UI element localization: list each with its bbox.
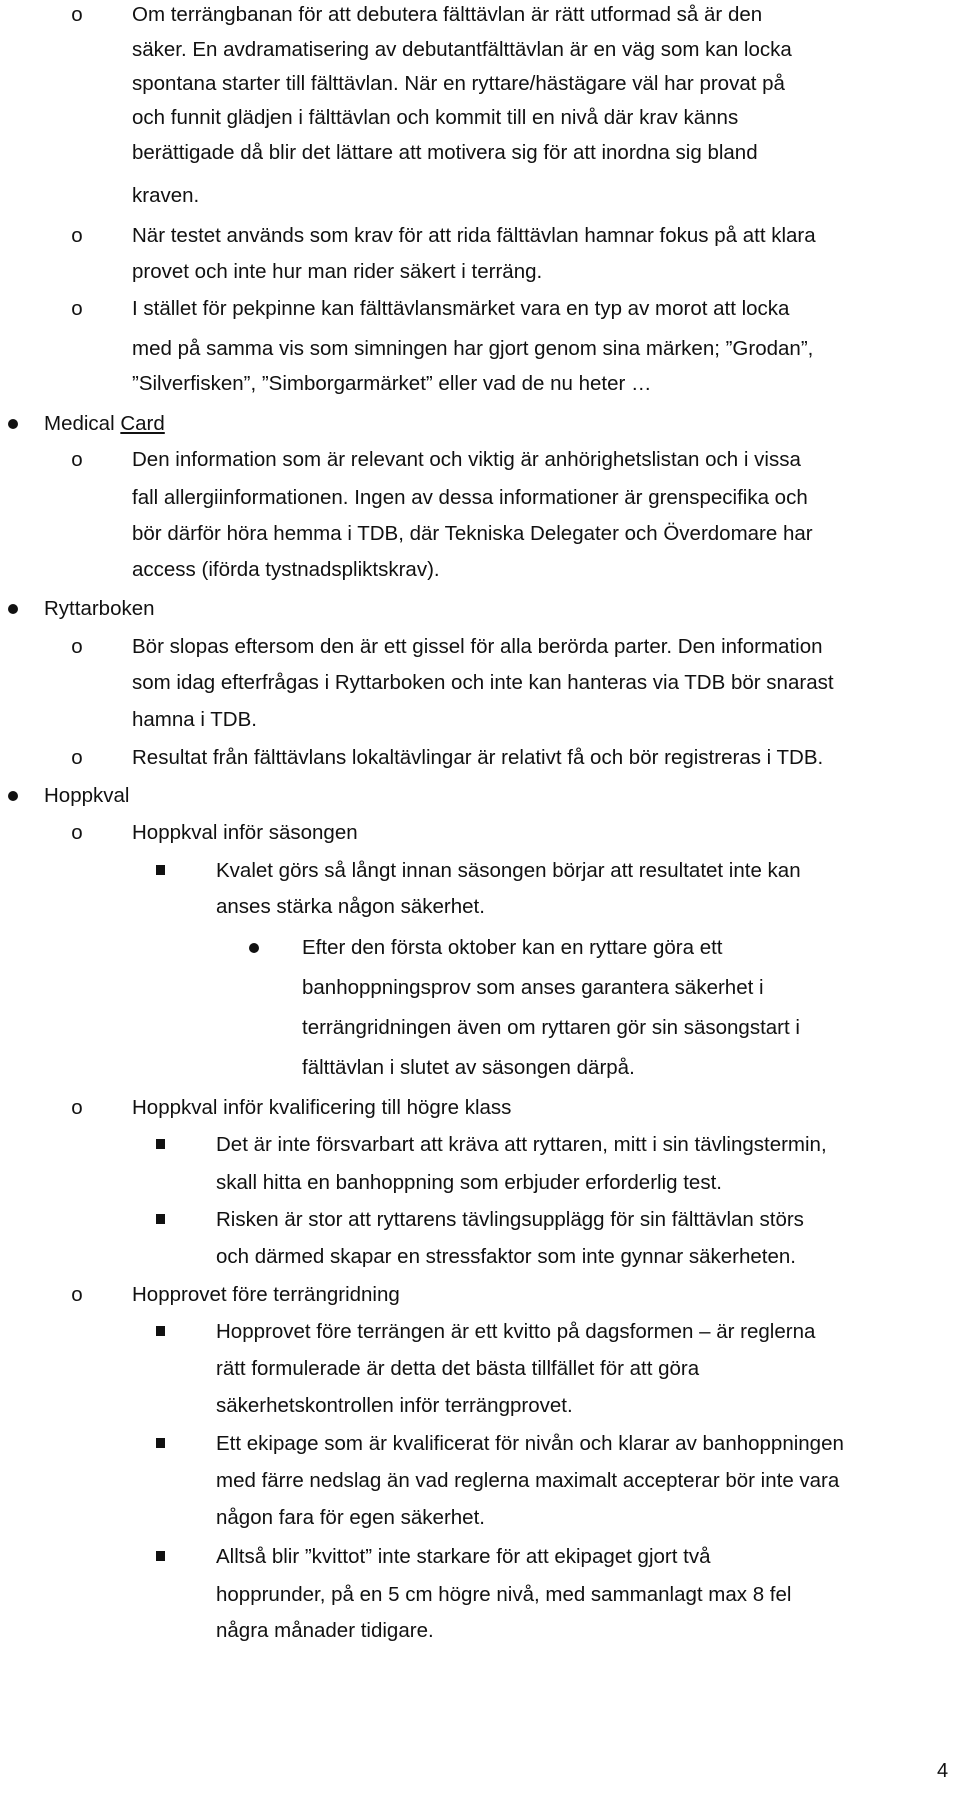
paragraph-line: hamna i TDB. — [132, 708, 257, 731]
heading-underlined-text: Card — [120, 412, 165, 435]
bullet-dot-icon — [245, 930, 263, 966]
square-bullet-icon — [152, 1127, 170, 1163]
subheading-line: Hoppkval inför kvalificering till högre klass — [132, 1096, 512, 1119]
paragraph-line: rätt formulerade är detta det bästa tillfället för att göra — [216, 1357, 700, 1380]
paragraph-line: som idag efterfrågas i Ryttarboken och inte kan hanteras via TDB bör snarast — [132, 671, 834, 694]
circle-bullet: o — [71, 635, 83, 658]
subheading-line: Hoppkval inför säsongen — [132, 821, 358, 844]
paragraph-line: och därmed skapar en stressfaktor som inte gynnar säkerheten. — [216, 1245, 796, 1268]
paragraph-line: Det är inte försvarbart att kräva att ryttaren, mitt i sin tävlingstermin, — [216, 1133, 827, 1156]
circle-bullet: o — [71, 746, 83, 769]
paragraph-line: Kvalet görs så långt innan säsongen börjar att resultatet inte kan — [216, 859, 801, 882]
paragraph-line: säker. En avdramatisering av debutantfälttävlan är en väg som kan locka — [132, 38, 792, 61]
circle-bullet: o — [71, 448, 83, 471]
paragraph-line: fälttävlan i slutet av säsongen därpå. — [302, 1056, 635, 1079]
paragraph-line: ”Silverfisken”, ”Simborgarmärket” eller vad de nu heter … — [132, 372, 652, 395]
section-heading-ryttarboken: Ryttarboken — [44, 597, 155, 620]
paragraph-line: berättigade då blir det lättare att motivera sig för att inordna sig bland — [132, 141, 758, 164]
square-bullet-icon — [152, 1426, 170, 1462]
circle-bullet: o — [71, 1283, 83, 1306]
circle-bullet: o — [71, 224, 83, 247]
circle-bullet: o — [71, 821, 83, 844]
paragraph-line: några månader tidigare. — [216, 1619, 434, 1642]
subheading-line: Hopprovet före terrängridning — [132, 1283, 400, 1306]
paragraph-line: spontana starter till fälttävlan. När en ryttare/hästägare väl har provat på — [132, 72, 785, 95]
paragraph-line: Den information som är relevant och viktig är anhörighetslistan och i vissa — [132, 448, 801, 471]
paragraph-line: access (iförda tystnadspliktskrav). — [132, 558, 440, 581]
paragraph-line: I stället för pekpinne kan fälttävlansmärket vara en typ av morot att locka — [132, 297, 790, 320]
paragraph-line: terrängridningen även om ryttaren gör sin säsongstart i — [302, 1016, 800, 1039]
paragraph-line: med färre nedslag än vad reglerna maximalt accepterar bör inte vara — [216, 1469, 840, 1492]
square-bullet-icon — [152, 1202, 170, 1238]
paragraph-line: bör därför höra hemma i TDB, där Tekniska Delegater och Överdomare har — [132, 522, 813, 545]
bullet-dot-icon — [4, 591, 22, 627]
circle-bullet: o — [71, 1096, 83, 1119]
paragraph-line: Hopprovet före terrängen är ett kvitto på dagsformen – är reglerna — [216, 1320, 816, 1343]
paragraph-line: Om terrängbanan för att debutera fälttävlan är rätt utformad så är den — [132, 3, 763, 26]
paragraph-line: Efter den första oktober kan en ryttare göra ett — [302, 936, 723, 959]
paragraph-line: och funnit glädjen i fälttävlan och kommit till en nivå där krav känns — [132, 106, 739, 129]
bullet-dot-icon — [4, 778, 22, 814]
section-heading-medical-card — [44, 406, 165, 442]
paragraph-line: säkerhetskontrollen inför terrängprovet. — [216, 1394, 573, 1417]
section-heading-hoppkval: Hoppkval — [44, 784, 130, 807]
paragraph-line: Risken är stor att ryttarens tävlingsupplägg för sin fälttävlan störs — [216, 1208, 804, 1231]
heading-text: Medical — [44, 412, 121, 435]
paragraph-line: någon fara för egen säkerhet. — [216, 1506, 485, 1529]
circle-bullet: o — [71, 297, 83, 320]
paragraph-line: Ett ekipage som är kvalificerat för nivån och klarar av banhoppningen — [216, 1432, 844, 1455]
paragraph-line: anses stärka någon säkerhet. — [216, 895, 485, 918]
page-number: 4 — [937, 1760, 949, 1782]
paragraph-line: hopprunder, på en 5 cm högre nivå, med sammanlagt max 8 fel — [216, 1583, 792, 1606]
circle-bullet: o — [71, 3, 83, 26]
paragraph-line: skall hitta en banhoppning som erbjuder erforderlig test. — [216, 1171, 722, 1194]
paragraph-line: kraven. — [132, 184, 200, 207]
paragraph-line: fall allergiinformationen. Ingen av dessa informationer är grenspecifika och — [132, 486, 808, 509]
paragraph-line: Alltså blir ”kvittot” inte starkare för att ekipaget gjort två — [216, 1545, 711, 1568]
paragraph-line: Bör slopas eftersom den är ett gissel för alla berörda parter. Den information — [132, 635, 823, 658]
paragraph-line: När testet används som krav för att rida fälttävlan hamnar fokus på att klara — [132, 224, 816, 247]
bullet-dot-icon — [4, 406, 22, 442]
paragraph-line: provet och inte hur man rider säkert i terräng. — [132, 260, 543, 283]
paragraph-line: banhoppningsprov som anses garantera säkerhet i — [302, 976, 764, 999]
square-bullet-icon — [152, 1314, 170, 1350]
square-bullet-icon — [152, 1539, 170, 1575]
square-bullet-icon — [152, 853, 170, 889]
paragraph-line: Resultat från fälttävlans lokaltävlingar är relativt få och bör registreras i TDB. — [132, 746, 824, 769]
paragraph-line: med på samma vis som simningen har gjort genom sina märken; ”Grodan”, — [132, 337, 814, 360]
